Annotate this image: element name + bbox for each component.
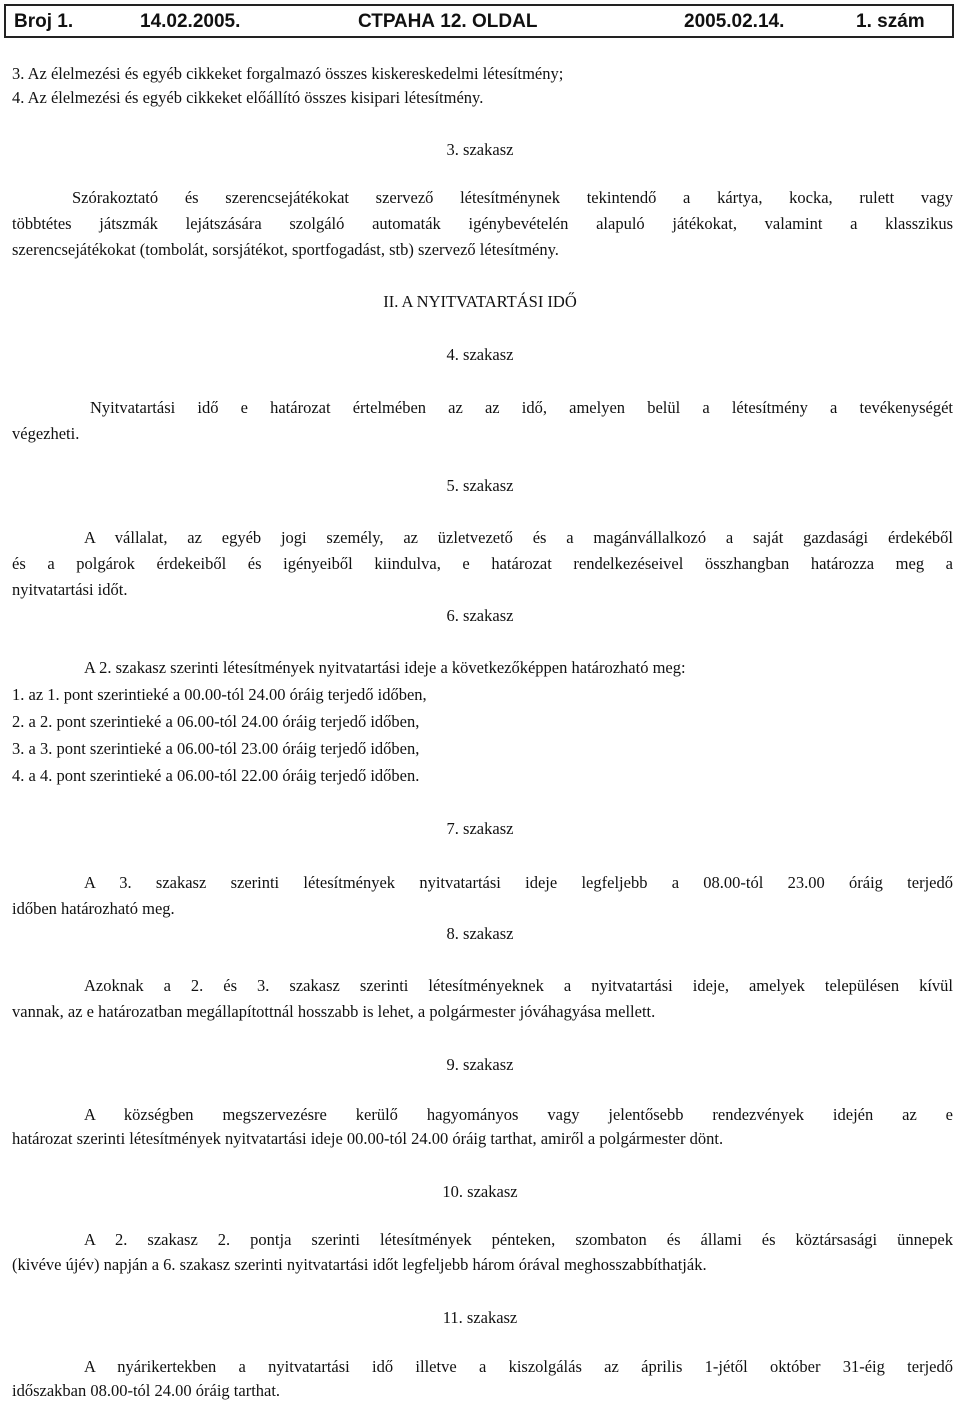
section-3-line: többtétes játszmák lejátszására szolgáló automaták igénybevételén alapuló játékokat, valamint a klasszikus	[12, 214, 953, 233]
section-10-line: (kivéve újév) napján a 6. szakasz szerinti nyitvatartási időt legfeljebb három órával meghosszabbíthatják.	[12, 1255, 707, 1274]
issue-number: 1. szám	[856, 11, 925, 32]
section-4-line: Nyitvatartási idő e határozat értelmében az az idő, amelyen belül a létesítmény a tevékenységét	[90, 398, 953, 417]
section-3-paragraph	[12, 188, 953, 208]
section-4-heading: 4. szakasz	[446, 345, 514, 364]
date-serbian: 14.02.2005.	[140, 11, 241, 32]
section-8-heading: 8. szakasz	[446, 924, 514, 943]
section-3-line: Szórakoztató és szerencsejátékokat szervező létesítménynek tekintendő a kártya, kocka, rulett vagy	[72, 188, 953, 207]
section-9-line: határozat szerinti létesítmények nyitvatartási ideje 00.00-tól 24.00 óráig tarthat, amiről a polgármester dönt.	[12, 1129, 724, 1148]
list-item: 2. a 2. pont szerintieké a 06.00-tól 24.00 óráig terjedő időben,	[12, 712, 420, 731]
list-item: 4. a 4. pont szerintieké a 06.00-tól 22.00 óráig terjedő időben.	[12, 766, 420, 785]
section-3-line: szerencsejátékokat (tombolát, sorsjátékot, sportfogadást, stb) szervező létesítmény.	[12, 240, 559, 259]
section-11-line: időszakban 08.00-tól 24.00 óráig tarthat.	[12, 1381, 281, 1400]
section-6-intro: A 2. szakasz szerinti létesítmények nyitvatartási ideje a következőképpen határozható meg:	[84, 658, 686, 677]
section-5-line: nyitvatartási időt.	[12, 580, 128, 599]
section-4-line: végezheti.	[12, 424, 80, 443]
section-7-heading: 7. szakasz	[446, 819, 514, 838]
chapter-2-title: II. A NYITVATARTÁSI IDŐ	[383, 292, 577, 311]
section-8-line: vannak, az e határozatban megállapítottnál hosszabb is lehet, a polgármester jóváhagyása mellett.	[12, 1002, 656, 1021]
list-item: 1. az 1. pont szerintieké a 00.00-tól 24.00 óráig terjedő időben,	[12, 685, 427, 704]
intro-item-4: 4. Az élelmezési és egyéb cikkeket előállító összes kisipari létesítmény.	[12, 88, 484, 107]
section-5-line: A vállalat, az egyéb jogi személy, az üzletvezető és a magánvállalkozó a saját gazdasági érdekéből	[84, 528, 953, 547]
section-9-line: A községben megszervezésre kerülő hagyományos vagy jelentősebb rendezvények idején az e	[84, 1105, 953, 1124]
section-7-line: A 3. szakasz szerinti létesítmények nyitvatartási ideje legfeljebb a 08.00-tól 23.00 óráig terjedő	[84, 873, 953, 892]
page-label: СТРАНА 12. OLDAL	[358, 11, 538, 32]
intro-item-3: 3. Az élelmezési és egyéb cikkeket forgalmazó összes kiskereskedelmi létesítmény;	[12, 64, 564, 83]
section-6-heading: 6. szakasz	[446, 606, 514, 625]
section-11-line: A nyárikertekben a nyitvatartási idő illetve a kiszolgálás az április 1-jétől október 31-éig terjedő	[84, 1357, 953, 1376]
section-10-heading: 10. szakasz	[442, 1182, 518, 1201]
issue-label: Broj 1.	[14, 11, 74, 32]
section-7-line: időben határozható meg.	[12, 899, 175, 918]
section-9-heading: 9. szakasz	[446, 1055, 514, 1074]
section-8-line: Azoknak a 2. és 3. szakasz szerinti létesítményeknek a nyitvatartási ideje, amelyek településen kívül	[84, 976, 953, 995]
page-header	[4, 4, 954, 38]
section-3-heading: 3. szakasz	[446, 140, 514, 159]
section-11-heading: 11. szakasz	[442, 1308, 518, 1327]
date-hungarian: 2005.02.14.	[684, 11, 785, 32]
section-5-line: és a polgárok érdekeiből és igényeiből kiindulva, e határozat rendelkezéseivel összhangban határozza meg a	[12, 554, 953, 573]
section-5-heading: 5. szakasz	[446, 476, 514, 495]
section-10-line: A 2. szakasz 2. pontja szerinti létesítmények pénteken, szombaton és állami és köztársasági ünnepek	[84, 1230, 953, 1249]
list-item: 3. a 3. pont szerintieké a 06.00-tól 23.00 óráig terjedő időben,	[12, 739, 420, 758]
